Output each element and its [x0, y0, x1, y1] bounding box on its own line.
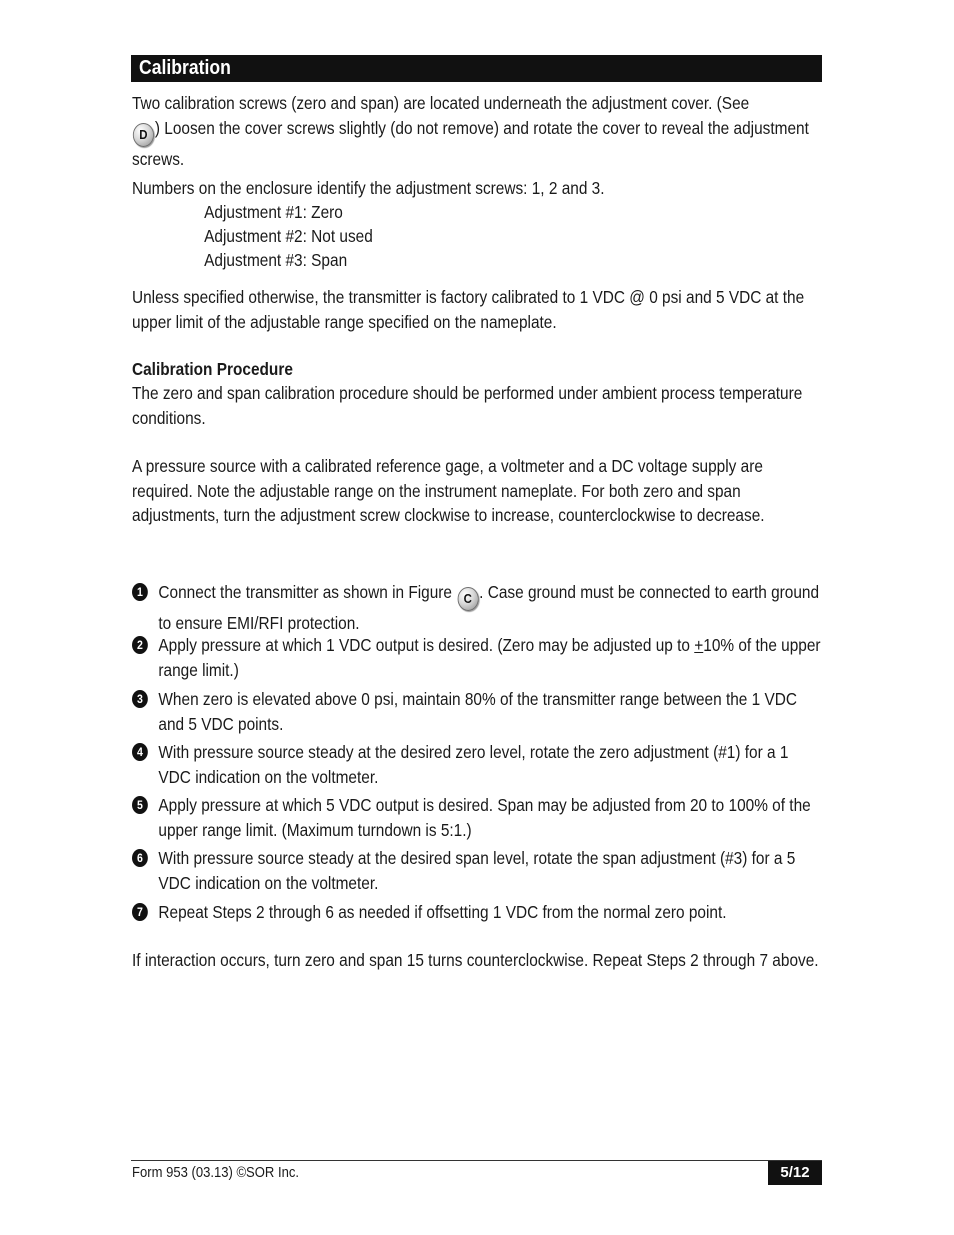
- step-5-text: Apply pressure at which 5 VDC output is desired. Span may be adjusted from 20 to 100% of the upper range limit. (Maximum turndown is 5:1.): [158, 795, 811, 840]
- step-number-5: 5: [132, 796, 148, 814]
- step-6-text: With pressure source steady at the desired span level, rotate the span adjustment (#3) for a 5 VDC indication on the voltmeter.: [158, 848, 796, 893]
- adjustment-item-3: Adjustment #3: Span: [204, 250, 348, 270]
- intro-paragraph-2: Numbers on the enclosure identify the adjustment screws: 1, 2 and 3.: [132, 178, 605, 198]
- footer-form-info: Form 953 (03.13) ©SOR Inc.: [132, 1165, 300, 1181]
- footer-divider: [131, 1160, 822, 1161]
- adjustment-item-2: Adjustment #2: Not used: [204, 226, 373, 246]
- step-number-1: 1: [132, 583, 148, 601]
- intro-paragraph-3: Unless specified otherwise, the transmitter is factory calibrated to 1 VDC @ 0 psi and 5 VDC at the upper limit of the adjustable range specified on the nameplate.: [132, 287, 805, 332]
- procedure-paragraph-2: A pressure source with a calibrated reference gage, a voltmeter and a DC voltage supply are required. Note the adjustable range on the instrument nameplate. For both zero and span adjustments, turn the adjustment screw clockwise to increase, counterclockwise to decrease.: [132, 456, 765, 525]
- section-header: [131, 55, 822, 82]
- step-3-text: When zero is elevated above 0 psi, maintain 80% of the transmitter range between the 1 VDC and 5 VDC points.: [158, 689, 798, 734]
- procedure-heading: Calibration Procedure: [132, 359, 293, 379]
- section-title: Calibration: [139, 57, 231, 79]
- step-1-text-a: Connect the transmitter as shown in Figure: [158, 582, 453, 602]
- plus-minus-sign: +: [694, 635, 704, 655]
- step-2-text-b: 10% of the upper range limit.): [158, 635, 821, 680]
- step-4: [132, 740, 822, 789]
- step-number-2: 2: [132, 636, 148, 654]
- intro-text-1a: Two calibration screws (zero and span) are located underneath the adjustment cover. (See: [132, 93, 750, 113]
- step-7: [132, 900, 822, 925]
- step-1: [132, 580, 822, 636]
- step-number-4: 4: [132, 743, 148, 761]
- figure-d-badge[interactable]: D: [133, 123, 154, 147]
- procedure-paragraph-1: The zero and span calibration procedure should be performed under ambient process temperature conditions.: [132, 383, 803, 428]
- step-2-text-a: Apply pressure at which 1 VDC output is desired. (Zero may be adjusted up to: [158, 635, 695, 655]
- step-number-7: 7: [132, 903, 148, 921]
- intro-paragraph-1: [132, 91, 822, 171]
- adjustment-item-1: Adjustment #1: Zero: [204, 202, 343, 222]
- step-1-text-b: . Case ground must be connected to earth ground to ensure EMI/RFI protection.: [158, 582, 820, 633]
- figure-c-badge[interactable]: C: [457, 587, 478, 611]
- step-4-text: With pressure source steady at the desired zero level, rotate the zero adjustment (#1) for a 1 VDC indication on the voltmeter.: [158, 742, 789, 787]
- step-number-3: 3: [132, 690, 148, 708]
- page-number: 5/12: [768, 1161, 822, 1185]
- closing-paragraph: If interaction occurs, turn zero and span 15 turns counterclockwise. Repeat Steps 2 through 7 above.: [132, 950, 819, 970]
- step-3: [132, 687, 822, 736]
- step-5: [132, 793, 822, 842]
- step-6: [132, 846, 822, 895]
- step-number-6: 6: [132, 849, 148, 867]
- step-2: [132, 633, 822, 682]
- intro-text-1b: ) Loosen the cover screws slightly (do not remove) and rotate the cover to reveal the adjustment screws.: [132, 117, 809, 169]
- step-7-text: Repeat Steps 2 through 6 as needed if offsetting 1 VDC from the normal zero point.: [158, 902, 727, 922]
